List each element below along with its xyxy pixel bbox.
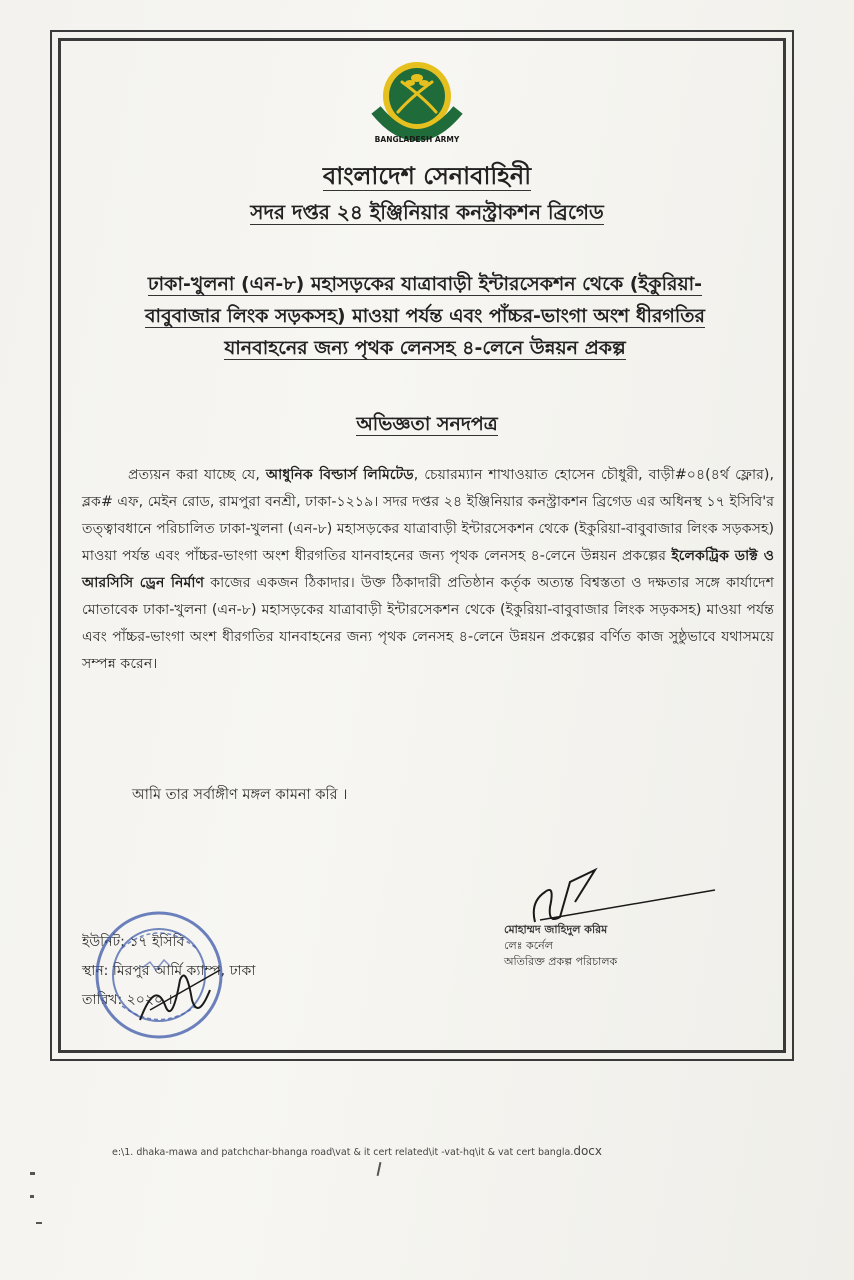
place-line: স্থান: মিরপুর আর্মি ক্যাম্প, ঢাকা (82, 963, 256, 979)
signatory-name: মোহাম্মদ জাহিদুল করিম (504, 923, 608, 936)
work-description: ইলেকট্রিক ডাক্ট ও আরসিসি ড্রেন নির্মাণ (82, 548, 775, 591)
well-wishes-line: আমি তার সর্বাঙ্গীণ মঙ্গল কামনা করি । (132, 787, 348, 803)
signatory-rank: লেঃ কর্নেল (504, 939, 553, 952)
emblem-banner-text: BANGLADESH ARMY (374, 135, 460, 144)
organization-title: বাংলাদেশ সেনাবাহিনী (322, 162, 532, 190)
date-signature-scribble (120, 960, 240, 1030)
signatory-designation: অতিরিক্ত প্রকল্প পরিচালক (504, 955, 618, 968)
certificate-body: প্রত্যয়ন করা যাচ্ছে যে, আধুনিক বিল্ডার্স লিমিটেড, চেয়ারম্যান শাখাওয়াত হোসেন চৌধুরী, বাড়ী#০৪(৪র্থ ফ্লোর), ব্লক# এফ, মেইন রোড, রামপুরা বনশ্রী, ঢাকা-১২১৯। সদর দপ্তর ২৪ ইঞ্জিনিয়ার কনস্ট্রাকশন ব্রিগেড এর অধিনস্থ ১৭ ইসিবি'র তত্ত্বাবধানে পরিচালিত ঢাকা-খুলনা (এন-৮) মহাসড়কের যাত্রাবাড়ী ইন্টারসেকশন থেকে (ইকুরিয়া-বাবুবাজার লিংক সড়কসহ) মাওয়া পর্যন্ত এবং পাঁচ্চর-ভাংগা অংশ ধীরগতির যানবাহনের জন্য পৃথক লেনসহ ৪-লেনে উন্নয়ন প্রকল্পের ইলেকট্রিক ডাক্ট ও আরসিসি ড্রেন নির্মাণ কাজের একজন ঠিকাদার। উক্ত ঠিকাদারী প্রতিষ্ঠান কর্তৃক অত্যন্ত বিশ্বস্ততা ও দক্ষতার সঙ্গে কার্যাদেশ মোতাবেক ঢাকা-খুলনা (এন-৮) মহাসড়কের যাত্রাবাড়ী ইন্টারসেকশন থেকে (ইকুরিয়া-বাবুবাজার লিংক সড়কসহ) মাওয়া পর্যন্ত এবং পাঁচ্চর-ভাংগা অংশ ধীরগতির যানবাহনের জন্য পৃথক লেনসহ ৪-লেনে উন্নয়ন প্রকল্পের বর্ণিত কাজ সুষ্ঠুভাবে যথাসময়ে সম্পন্ন করেন। (82, 467, 775, 672)
signatory-block (504, 922, 617, 970)
unit-line: ইউনিট: ১৭ ইসিবি (82, 934, 185, 950)
project-title-line: যানবাহনের জন্য পৃথক লেনসহ ৪-লেনে উন্নয়ন প্রকল্প (224, 337, 626, 359)
date-line: তারিখ: ২০২০ । (82, 992, 173, 1008)
company-name: আধুনিক বিল্ডার্স লিমিটেড (265, 467, 414, 483)
edge-mark (30, 1172, 35, 1175)
project-title-line: বাবুবাজার লিংক সড়কসহ) মাওয়া পর্যন্ত এবং পাঁচ্চর-ভাংগা অংশ ধীরগতির (144, 305, 705, 327)
project-title-line: ঢাকা-খুলনা (এন-৮) মহাসড়কের যাত্রাবাড়ী ইন্টারসেকশন থেকে (ইকুরিয়া- (147, 273, 703, 295)
certificate-title: অভিজ্ঞতা সনদপত্র (356, 413, 498, 435)
project-title (90, 268, 760, 364)
file-path-footer: e:\1. dhaka-mawa and patchchar-bhanga road\vat & it cert related\it -vat-hq\it & vat cert bangla.docx (112, 1144, 603, 1158)
pen-mark (377, 1162, 382, 1176)
bangladesh-army-emblem (362, 50, 472, 160)
unit-title: সদর দপ্তর ২৪ ইঞ্জিনিয়ার কনস্ট্রাকশন ব্রিগেড (250, 200, 604, 224)
edge-mark (30, 1195, 34, 1198)
edge-mark (36, 1222, 42, 1224)
